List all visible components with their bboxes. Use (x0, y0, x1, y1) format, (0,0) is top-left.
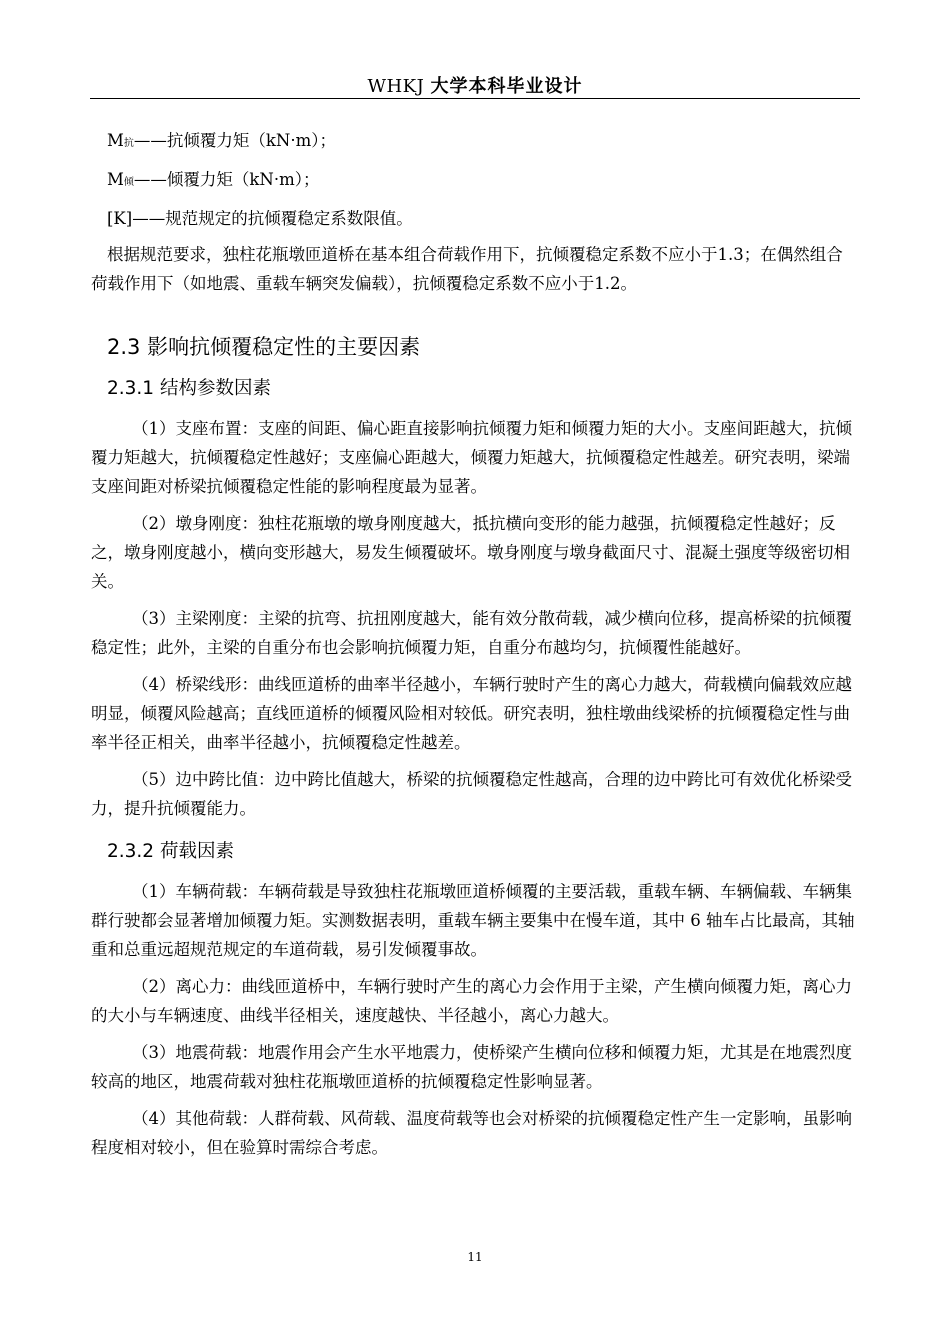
paragraph: （5）边中跨比值：边中跨比值越大，桥梁的抗倾覆稳定性越高，合理的边中跨比可有效优化桥梁受力，提升抗倾覆能力。 (91, 770, 852, 818)
symbol: M (107, 131, 124, 150)
paragraph: （4）其他荷载：人群荷载、风荷载、温度荷载等也会对桥梁的抗倾覆稳定性产生一定影响，虽影响程度相对较小，但在验算时需综合考虑。 (91, 1109, 852, 1157)
paragraph: （3）地震荷载：地震作用会产生水平地震力，使桥梁产生横向位移和倾覆力矩，尤其是在地震烈度较高的地区，地震荷载对独柱花瓶墩匝道桥的抗倾覆稳定性影响显著。 (91, 1043, 852, 1091)
page-body (91, 126, 859, 1170)
page-number: 11 (467, 1250, 483, 1264)
symbol-subscript: 抗 (123, 138, 134, 149)
definition-text: [K]——规范规定的抗倾覆稳定系数限值。 (107, 209, 413, 228)
paragraph: （4）桥梁线形：曲线匝道桥的曲率半径越小，车辆行驶时产生的离心力越大，荷载横向偏载效应越明显，倾覆风险越高；直线匝道桥的倾覆风险相对较低。研究表明，独柱墩曲线梁桥的抗倾覆稳定性与曲率半径正相关，曲率半径越小，抗倾覆稳定性越差。 (91, 675, 852, 752)
paragraph: （1）车辆荷载：车辆荷载是导致独柱花瓶墩匝道桥倾覆的主要活载，重载车辆、车辆偏载、车辆集群行驶都会显著增加倾覆力矩。实测数据表明，重载车辆主要集中在慢车道，其中 6 轴车占比最高，其轴重和总重远超规范规定的车道荷载，易引发倾覆事故。 (91, 882, 855, 959)
header-title: 大学本科毕业设计 (430, 76, 583, 97)
header-rule (90, 98, 860, 99)
paragraph: （1）支座布置：支座的间距、偏心距直接影响抗倾覆力矩和倾覆力矩的大小。支座间距越大，抗倾覆力矩越大，抗倾覆稳定性越好；支座偏心距越大，倾覆力矩越大，抗倾覆稳定性越差。研究表明，梁端支座间距对桥梁抗倾覆稳定性能的影响程度最为显著。 (91, 419, 852, 496)
paragraph: （3）主梁刚度：主梁的抗弯、抗扭刚度越大，能有效分散荷载，减少横向位移，提高桥梁的抗倾覆稳定性；此外，主梁的自重分布也会影响抗倾覆力矩，自重分布越均匀，抗倾覆性能越好。 (91, 609, 852, 657)
paragraph: （2）墩身刚度：独柱花瓶墩的墩身刚度越大，抵抗横向变形的能力越强，抗倾覆稳定性越好；反之，墩身刚度越小，横向变形越大，易发生倾覆破坏。墩身刚度与墩身截面尺寸、混凝土强度等级密切相关。 (91, 514, 850, 591)
symbol: M (107, 170, 124, 189)
definition-k (107, 204, 859, 233)
paragraph: （2）离心力：曲线匝道桥中，车辆行驶时产生的离心力会作用于主梁，产生横向倾覆力矩，离心力的大小与车辆速度、曲线半径相关，速度越快、半径越小，离心力越大。 (91, 977, 852, 1025)
definition-m-resist (107, 126, 859, 158)
header-prefix: WHKJ (367, 76, 431, 97)
section-title: 2.3 影响抗倾覆稳定性的主要因素 (107, 335, 421, 359)
definition-text: ——倾覆力矩（kN·m）； (133, 170, 320, 189)
definition-text: ——抗倾覆力矩（kN·m）； (133, 131, 336, 150)
page-header (90, 72, 860, 98)
definition-m-overturn (107, 165, 859, 197)
intro-paragraph: 根据规范要求，独柱花瓶墩匝道桥在基本组合荷载作用下，抗倾覆稳定系数不应小于1.3；在偶然组合荷载作用下（如地震、重载车辆突发偏载），抗倾覆稳定系数不应小于1.2。 (91, 245, 843, 293)
symbol-subscript: 倾 (123, 177, 134, 188)
subsection-title-load: 2.3.2 荷载因素 (107, 841, 234, 862)
subsection-title-structure: 2.3.1 结构参数因素 (107, 378, 271, 399)
